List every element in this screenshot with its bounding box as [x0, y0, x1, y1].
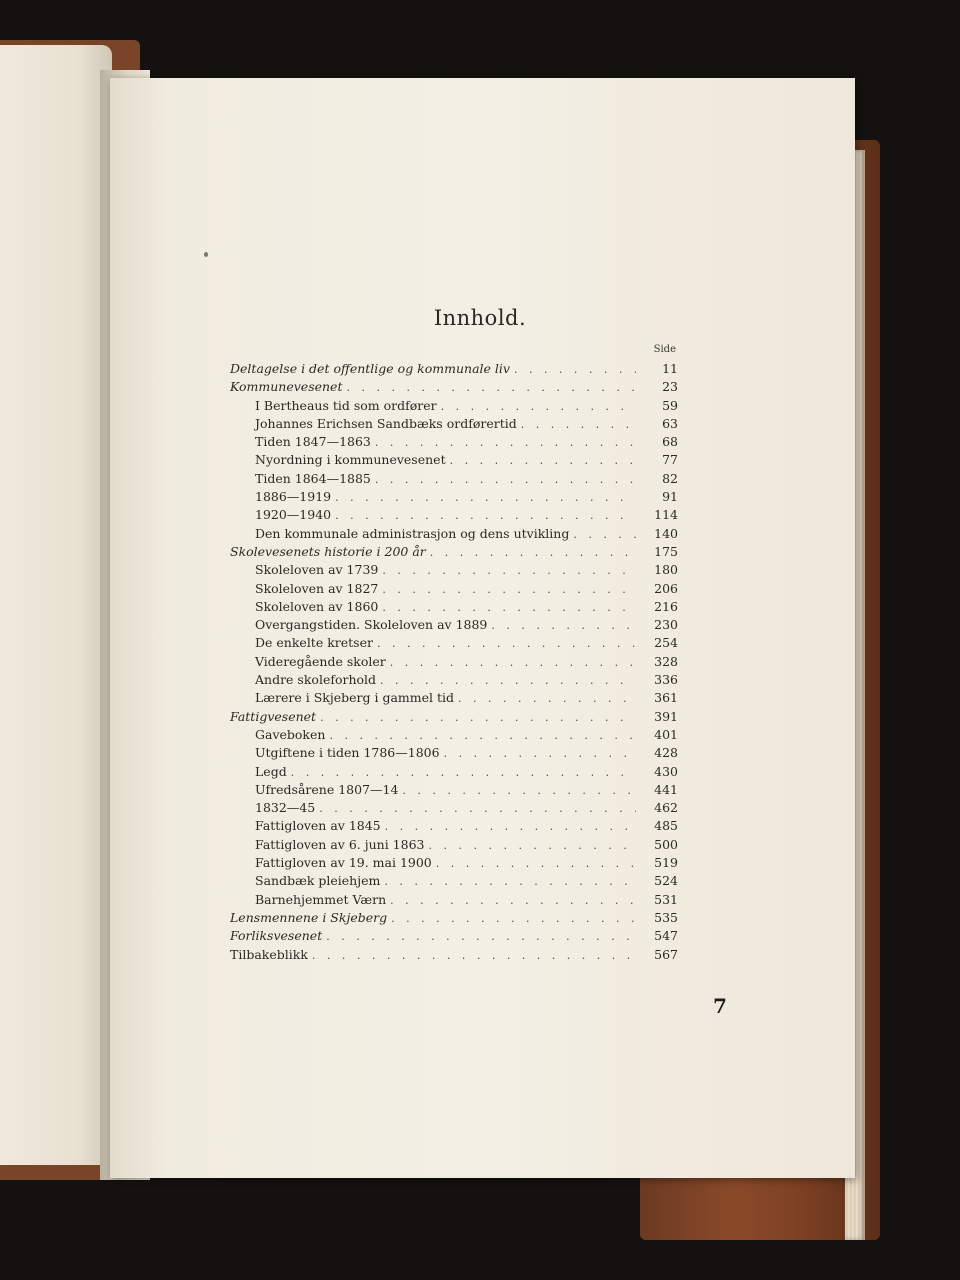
dot-leader — [385, 818, 636, 836]
toc-entry-page: 63 — [662, 415, 678, 431]
toc-entry-page: 91 — [662, 489, 678, 505]
toc-entry-page: 462 — [654, 800, 678, 816]
toc-entry-label: Den kommunale administrasjon og dens utvikling — [255, 525, 570, 541]
toc-entry-label: Overgangstiden. Skoleloven av 1889 — [255, 617, 488, 633]
dot-leader — [382, 599, 636, 617]
dot-leader — [312, 947, 636, 965]
toc-entry-label: Skoleloven av 1739 — [255, 562, 379, 578]
toc-entry — [230, 634, 678, 652]
toc-entry-label: Utgiftene i tiden 1786—1806 — [255, 745, 440, 761]
dot-leader — [291, 764, 636, 782]
dot-leader — [573, 526, 636, 544]
toc-entry-page: 524 — [654, 873, 678, 889]
toc-entry-label: Ufredsårene 1807—14 — [255, 781, 399, 797]
toc-entry — [230, 451, 678, 469]
toc-entry — [230, 653, 678, 671]
toc-entry-page: 430 — [654, 763, 678, 779]
toc-entry-page: 68 — [662, 434, 678, 450]
toc-entry — [230, 470, 678, 488]
dot-leader — [377, 635, 636, 653]
toc-entry-page: 216 — [654, 598, 678, 614]
toc-entry-page: 401 — [654, 726, 678, 742]
dot-leader — [346, 379, 636, 397]
toc-entry-page: 140 — [654, 525, 678, 541]
toc-entry-page: 547 — [654, 928, 678, 944]
toc-entry-page: 82 — [662, 470, 678, 486]
toc-entry — [230, 726, 678, 744]
toc-title: Innhold. — [433, 306, 527, 330]
toc-entry — [230, 689, 678, 707]
dot-leader — [384, 873, 636, 891]
toc-entry-page: 441 — [654, 781, 678, 797]
toc-entry-page: 531 — [654, 891, 678, 907]
toc-entry — [230, 433, 678, 451]
toc-entry — [230, 909, 678, 927]
dot-leader — [441, 398, 636, 416]
toc-entry — [230, 708, 678, 726]
toc-entry-label: 1920—1940 — [255, 507, 332, 523]
toc-entry — [230, 891, 678, 909]
toc-entry-page: 567 — [654, 946, 678, 962]
toc-entry — [230, 817, 678, 835]
toc-entry-label: Fattigloven av 1845 — [255, 818, 381, 834]
toc-entry-page: 77 — [662, 452, 678, 468]
dot-leader — [319, 800, 636, 818]
toc-entry-page: 361 — [654, 690, 678, 706]
toc-entry — [230, 580, 678, 598]
toc-entry — [230, 543, 678, 561]
toc-entry-label: Tilbakeblikk — [230, 946, 308, 962]
toc-entry-label: Barnehjemmet Værn — [255, 891, 387, 907]
dot-leader — [521, 416, 636, 434]
toc-entry — [230, 799, 678, 817]
dot-leader — [458, 690, 636, 708]
toc-entry-label: Fattigloven av 19. mai 1900 — [255, 855, 432, 871]
toc-entry-label: De enkelte kretser — [255, 635, 373, 651]
toc-entry-page: 336 — [654, 672, 678, 688]
toc-entry-label: Deltagelse i det offentlige og kommunale liv — [230, 361, 510, 376]
toc-entry — [230, 836, 678, 854]
toc-entry — [230, 763, 678, 781]
toc-entry-label: Legd — [255, 763, 287, 779]
toc-entry — [230, 854, 678, 872]
toc-entry — [230, 927, 678, 945]
dot-leader — [329, 727, 636, 745]
toc-entry-label: Andre skoleforhold — [255, 672, 377, 688]
toc-entry-label: Skolevesenets historie i 200 år — [230, 543, 426, 559]
toc-entry-page: 519 — [654, 855, 678, 871]
toc-entry-label: Fattigvesenet — [230, 708, 317, 724]
toc-entry-label: Fattigloven av 6. juni 1863 — [255, 836, 425, 852]
dot-leader — [335, 489, 636, 507]
toc-entry-label: I Bertheaus tid som ordfører — [255, 397, 437, 413]
dot-leader — [335, 507, 636, 525]
toc-entry-label: Nyordning i kommunevesenet — [255, 452, 446, 468]
toc-entry-page: 535 — [654, 909, 678, 925]
toc-entry — [230, 415, 678, 433]
toc-entry — [230, 872, 678, 890]
toc-entry — [230, 488, 678, 506]
dot-leader — [514, 361, 636, 379]
toc-entry-page: 328 — [654, 653, 678, 669]
toc-entry — [230, 506, 678, 524]
dot-leader — [444, 745, 636, 763]
toc-entry-page: 59 — [662, 397, 678, 413]
toc-entry-label: Kommunevesenet — [230, 379, 343, 395]
toc-entry — [230, 397, 678, 415]
toc-entry-page: 206 — [654, 580, 678, 596]
dot-leader — [402, 782, 636, 800]
dot-leader — [320, 709, 636, 727]
toc-entry-page: 428 — [654, 745, 678, 761]
toc-list — [230, 360, 678, 964]
toc-entry-page: 500 — [654, 836, 678, 852]
ink-speck — [204, 252, 208, 257]
toc-entry-label: Forliksvesenet — [230, 928, 323, 944]
dot-leader — [428, 837, 636, 855]
dot-leader — [382, 581, 636, 599]
toc-entry-page: 254 — [654, 635, 678, 651]
left-page — [0, 45, 112, 1165]
toc-entry-label: Lærere i Skjeberg i gammel tid — [255, 690, 455, 706]
toc-entry-label: Lensmennene i Skjeberg — [230, 909, 388, 925]
dot-leader — [382, 562, 636, 580]
toc-entry — [230, 378, 678, 396]
toc-entry-label: Sandbæk pleiehjem — [255, 873, 381, 889]
toc-entry — [230, 598, 678, 616]
toc-entry-label: Skoleloven av 1860 — [255, 598, 379, 614]
dot-leader — [390, 654, 636, 672]
dot-leader — [436, 855, 636, 873]
toc-entry-page: 11 — [662, 361, 678, 376]
toc-entry-label: Tiden 1864—1885 — [255, 470, 371, 486]
toc-entry-label: Tiden 1847—1863 — [255, 434, 371, 450]
dot-leader — [491, 617, 636, 635]
page-number: 7 — [713, 994, 727, 1018]
toc-entry-label: Gaveboken — [255, 726, 326, 742]
dot-leader — [390, 892, 636, 910]
dot-leader — [380, 672, 636, 690]
toc-entry-page: 23 — [662, 379, 678, 395]
toc-entry-page: 391 — [654, 708, 678, 724]
toc-entry-label: Skoleloven av 1827 — [255, 580, 379, 596]
toc-entry — [230, 946, 678, 964]
dot-leader — [326, 928, 636, 946]
toc-entry — [230, 561, 678, 579]
toc-entry — [230, 616, 678, 634]
toc-entry — [230, 671, 678, 689]
toc-entry — [230, 744, 678, 762]
dot-leader — [450, 452, 636, 470]
toc-entry-page: 485 — [654, 818, 678, 834]
toc-entry-page: 175 — [654, 543, 678, 559]
toc-entry — [230, 525, 678, 543]
toc-entry-label: 1832—45 — [255, 800, 316, 816]
toc-entry-page: 230 — [654, 617, 678, 633]
toc-entry — [230, 781, 678, 799]
toc-entry — [230, 360, 678, 378]
dot-leader — [430, 544, 636, 562]
dot-leader — [391, 910, 636, 928]
dot-leader — [375, 434, 636, 452]
dot-leader — [375, 471, 636, 489]
toc-entry-page: 114 — [654, 507, 678, 523]
toc-entry-page: 180 — [654, 562, 678, 578]
toc-entry-label: Johannes Erichsen Sandbæks ordførertid — [255, 415, 517, 431]
toc-entry-label: Videregående skoler — [255, 653, 386, 669]
page-column-label: Side — [653, 344, 676, 355]
toc-entry-label: 1886—1919 — [255, 489, 332, 505]
